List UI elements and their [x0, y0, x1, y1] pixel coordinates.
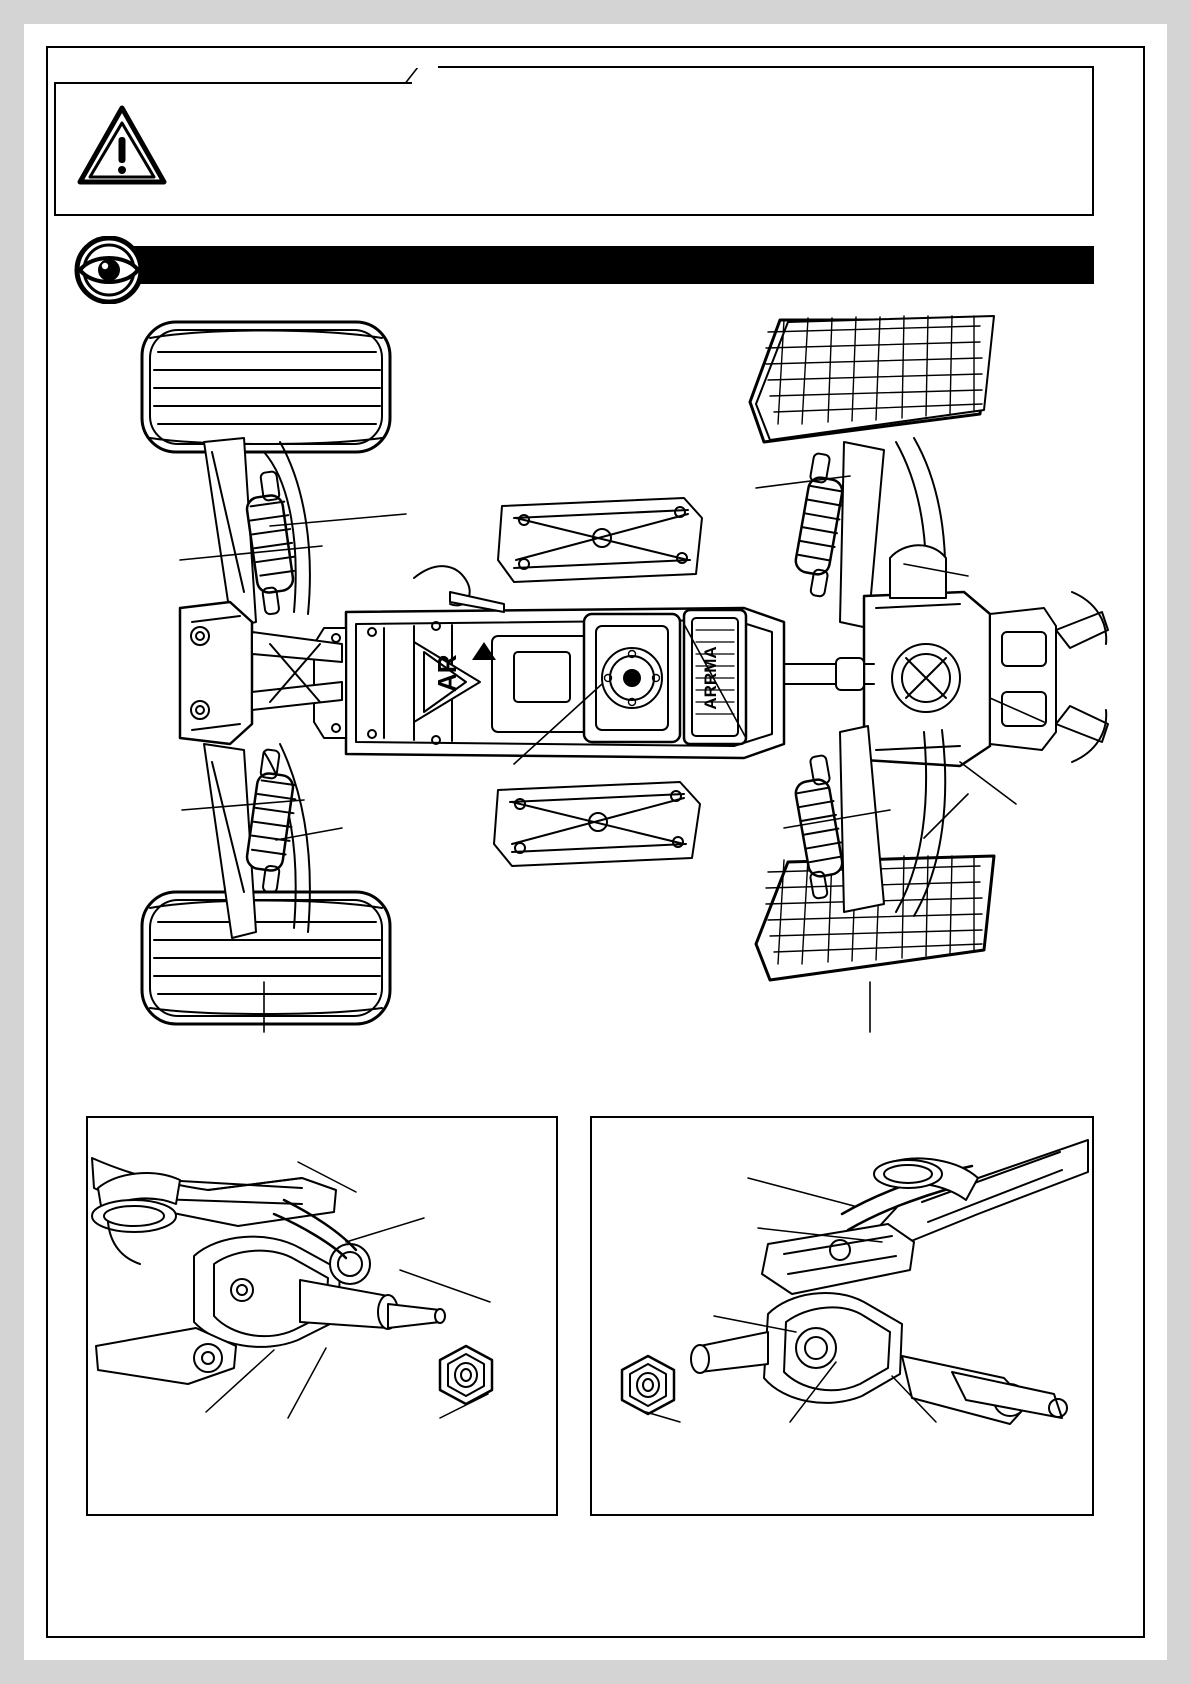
- esc-unit: [684, 610, 746, 744]
- wheel-nut-right: [622, 1356, 674, 1414]
- rear-right-shock: [794, 453, 844, 597]
- warning-box-top-left-rule: [54, 82, 412, 84]
- warning-box-notch: [404, 68, 449, 84]
- warning-box-right-rule: [1092, 66, 1094, 216]
- chassis-top-view-diagram: [84, 292, 1114, 1072]
- motor-assembly: [584, 614, 680, 742]
- front-left-suspension: [180, 438, 342, 938]
- warning-box: [54, 82, 1094, 216]
- rear-shock-tower: [494, 782, 700, 866]
- front-left-tire-bottom: [142, 892, 390, 1024]
- front-left-tire-top: [142, 322, 390, 452]
- detail-shock-right: [874, 1159, 978, 1200]
- svg-text:AR: AR: [432, 654, 462, 692]
- warning-box-top-right-rule: [438, 66, 1094, 68]
- front-left-hub-detail: [86, 1116, 558, 1516]
- warning-box-bottom-rule: [54, 214, 1094, 216]
- notice-bar-text: [152, 246, 1084, 284]
- notice-bar: [134, 246, 1094, 284]
- detail-shock: [92, 1173, 180, 1264]
- rear-right-hub-detail: [590, 1116, 1094, 1516]
- rear-right-tire-top: [750, 316, 994, 442]
- warning-triangle-icon: [76, 104, 168, 188]
- front-shock-tower: [498, 498, 702, 582]
- receiver-wire: [414, 566, 504, 612]
- svg-text:ARRMA: ARRMA: [701, 646, 720, 710]
- rear-right-suspension: [784, 438, 1108, 916]
- manual-page: [24, 24, 1167, 1660]
- warning-box-left-rule: [54, 82, 56, 216]
- front-left-shock-lower: [245, 749, 297, 893]
